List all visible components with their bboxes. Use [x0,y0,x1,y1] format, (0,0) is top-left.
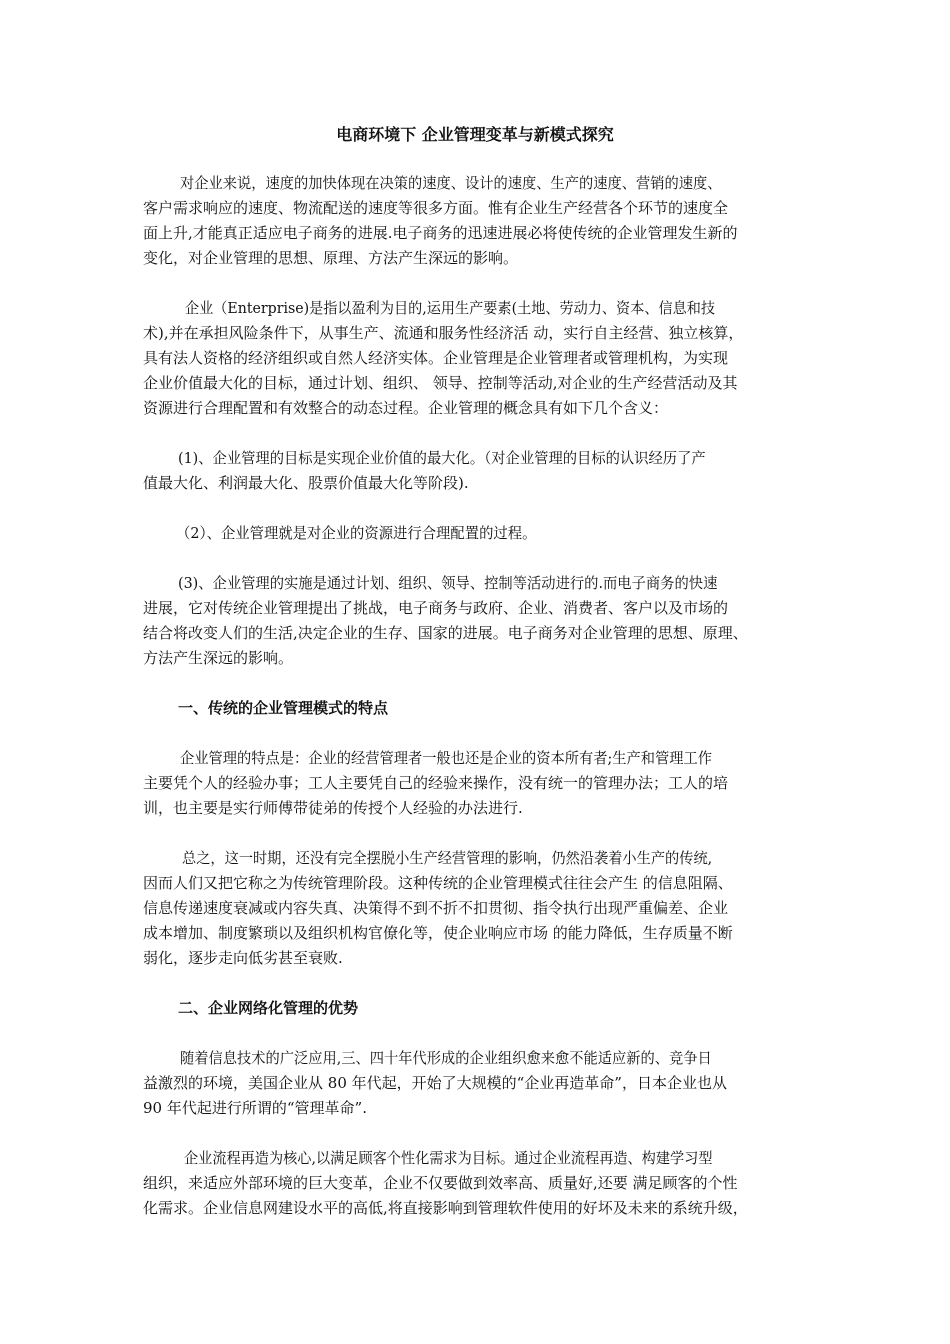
paragraph-line: 对企业来说，速度的加快体现在决策的速度、设计的速度、生产的速度、营销的速度、 [180,174,722,192]
paragraph-line: 结合将改变人们的生活,决定企业的生存、国家的进展。电子商务对企业管理的思想、原理、 [143,624,748,642]
paragraph-line: 进展，它对传统企业管理提出了挑战，电子商务与政府、企业、消费者、客户以及市场的 [143,599,729,617]
paragraph-line: 90 年代起进行所谓的“管理革命”. [143,1099,367,1117]
paragraph-line: 总之，这一时期，还没有完全摆脱小生产经营管理的影响，仍然沿袭着小生产的传统, [182,849,713,867]
paragraph-line: 具有法人资格的经济组织或自然人经济实体。企业管理是企业管理者或管理机构，为实现 [143,349,729,367]
paragraph-line: 训，也主要是实行师傅带徒弟的传授个人经验的办法进行. [143,799,523,817]
paragraph-line: 值最大化、利润最大化、股票价值最大化等阶段). [143,474,469,492]
paragraph-line: 化需求。企业信息网建设水平的高低,将直接影响到管理软件使用的好坏及未来的系统升级， [143,1199,748,1217]
paragraph-line: 信息传递速度衰减或内容失真、决策得不到不折不扣贯彻、指令执行出现严重偏差、企业 [143,899,729,917]
document-title: 电商环境下 企业管理变革与新模式探究 [336,125,614,144]
section-heading: 一、传统的企业管理模式的特点 [178,699,389,717]
paragraph-line: 企业流程再造为核心,以满足顾客个性化需求为目标。通过企业流程再造、构建学习型 [184,1149,713,1167]
paragraph-line: 主要凭个人的经验办事；工人主要凭自己的经验来操作，没有统一的管理办法；工人的培 [143,774,729,792]
paragraph-line: 客户需求响应的速度、物流配送的速度等很多方面。惟有企业生产经营各个环节的速度全 [143,199,729,217]
paragraph-line: （2）、企业管理就是对企业的资源进行合理配置的过程。 [176,524,537,542]
paragraph-line: 企业价值最大化的目标，通过计划、组织、 领导、控制等活动,对企业的生产经营活动及其 [143,374,738,392]
section-heading: 二、企业网络化管理的优势 [178,999,359,1017]
paragraph-line: 资源进行合理配置和有效整合的动态过程。企业管理的概念具有如下几个含义： [143,399,669,417]
paragraph-line: 面上升,才能真正适应电子商务的进展.电子商务的迅速进展必将使传统的企业管理发生新的 [143,224,738,242]
paragraph-line: 术),并在承担风险条件下，从事生产、流通和服务性经济活 动，实行自主经营、独立核算， [143,324,744,342]
paragraph-line: 企业（Enterprise)是指以盈利为目的,运用生产要素(土地、劳动力、资本、信息和技 [185,299,716,317]
paragraph-line: 企业管理的特点是：企业的经营管理者一般也还是企业的资本所有者;生产和管理工作 [180,749,713,767]
paragraph-line: 益激烈的环境，美国企业从 80 年代起，开始了大规模的“企业再造革命”，日本企业也从 [143,1074,727,1092]
paragraph-line: 随着信息技术的广泛应用,三、四十年代形成的企业组织愈来愈不能适应新的、竞争日 [180,1049,712,1067]
paragraph-line: (1)、企业管理的目标是实现企业价值的最大化。（对企业管理的目标的认识经历了产 [178,449,706,467]
paragraph-line: (3)、企业管理的实施是通过计划、组织、领导、控制等活动进行的.而电子商务的快速 [178,574,718,592]
paragraph-line: 成本增加、制度繁琐以及组织机构官僚化等，使企业响应市场 的能力降低，生存质量不断 [143,924,733,942]
paragraph-line: 因而人们又把它称之为传统管理阶段。这种传统的企业管理模式往往会产生 的信息阻隔、 [143,874,733,892]
paragraph-line: 弱化，逐步走向低劣甚至衰败. [143,949,343,967]
paragraph-line: 变化，对企业管理的思想、原理、方法产生深远的影响。 [143,249,519,267]
paragraph-line: 组织，来适应外部环境的巨大变革，企业不仅要做到效率高、质量好,还要 满足顾客的个性 [143,1174,738,1192]
paragraph-line: 方法产生深远的影响。 [143,649,294,667]
